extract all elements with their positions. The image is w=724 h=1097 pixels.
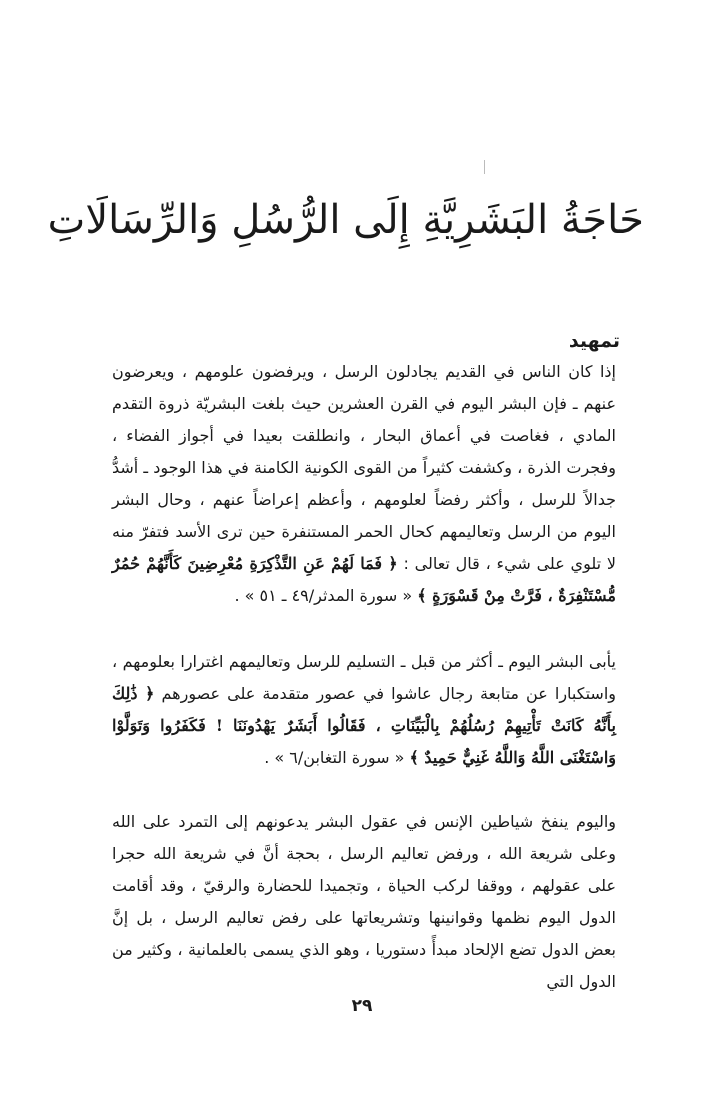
paragraph-1-quran-verse: ﴿ فَمَا لَهُمْ عَنِ التَّذْكِرَةِ مُعْرِضِينَ كَأَنَّهُمْ حُمُرٌ مُّسْتَنْفِرَةٌ ، فَرَّتْ مِنْ قَسْوَرَةٍ ﴾	[112, 554, 616, 605]
paragraph-1	[112, 356, 616, 612]
paragraph-1-reference: « سورة المدثر/٤٩ ـ ٥١ » .	[234, 586, 418, 605]
paragraph-1-text: إذا كان الناس في القديم يجادلون الرسل ، ويرفضون علومهم ، ويعرضون عنهم ـ فإن البشر اليوم في القرن العشرين حيث بلغت البشريّة ذروة التقدم المادي ، فغاصت في أعماق البحار ، وانطلقت بعيدا في أجواز الفضاء ، وفجرت الذرة ، وكشفت كثيراً من القوى الكونية الكامنة في هذا الوجود ـ أشدُّ جدالاً للرسل ، وأكثر رفضاً لعلومهم ، وأعظم إعراضاً عنهم ، وحال البشر اليوم من الرسل وتعاليمهم كحال الحمر المستنفرة حين ترى الأسد فتفرّ منه لا تلوي على شيء ، قال تعالى :	[112, 362, 616, 573]
page-number: ٢٩	[351, 996, 373, 1016]
chapter-title: حَاجَةُ البَشَرِيَّةِ إِلَى الرُّسُلِ وَالرِّسَالَاتِ	[47, 197, 644, 243]
paragraph-2-text: يأبى البشر اليوم ـ أكثر من قبل ـ التسليم للرسل وتعاليمهم اغترارا بعلومهم ، واستكبارا عن متابعة رجال عاشوا في عصور متقدمة على عصورهم	[112, 652, 616, 703]
paragraph-3	[112, 806, 616, 998]
paragraph-3-text: واليوم ينفخ شياطين الإنس في عقول البشر يدعونهم إلى التمرد على الله وعلى شريعة الله ، ورفض تعاليم الرسل ، بحجة أنَّ في شريعة الله حجرا على عقولهم ، ووقفا لركب الحياة ، وتجميدا للحضارة والرقيّ ، وقد أقامت الدول اليوم نظمها وقوانينها وتشريعاتها على رفض تعاليم الرسل ، بل إنَّ بعض الدول تضع الإلحاد مبدأً دستوريا ، وهو الذي يسمى بالعلمانية ، وكثير من الدول التي	[112, 812, 616, 991]
paragraph-2-quran-verse: ﴿ ذَٰلِكَ بِأَنَّهُ كَانَتْ تَأْتِيهِمْ رُسُلُهُمْ بِالْبَيِّنَاتِ ، فَقَالُوا أَبَشَرٌ يَهْدُونَنَا ! فَكَفَرُوا وَتَوَلَّوْا وَاسْتَغْنَى اللَّهُ وَاللَّهُ غَنِيٌّ حَمِيدٌ ﴾	[112, 684, 617, 767]
section-heading: تمهيد	[568, 330, 620, 352]
margin-mark	[484, 160, 485, 174]
paragraph-2-reference: « سورة التغابن/٦ » .	[264, 748, 410, 767]
paragraph-2	[112, 646, 616, 774]
